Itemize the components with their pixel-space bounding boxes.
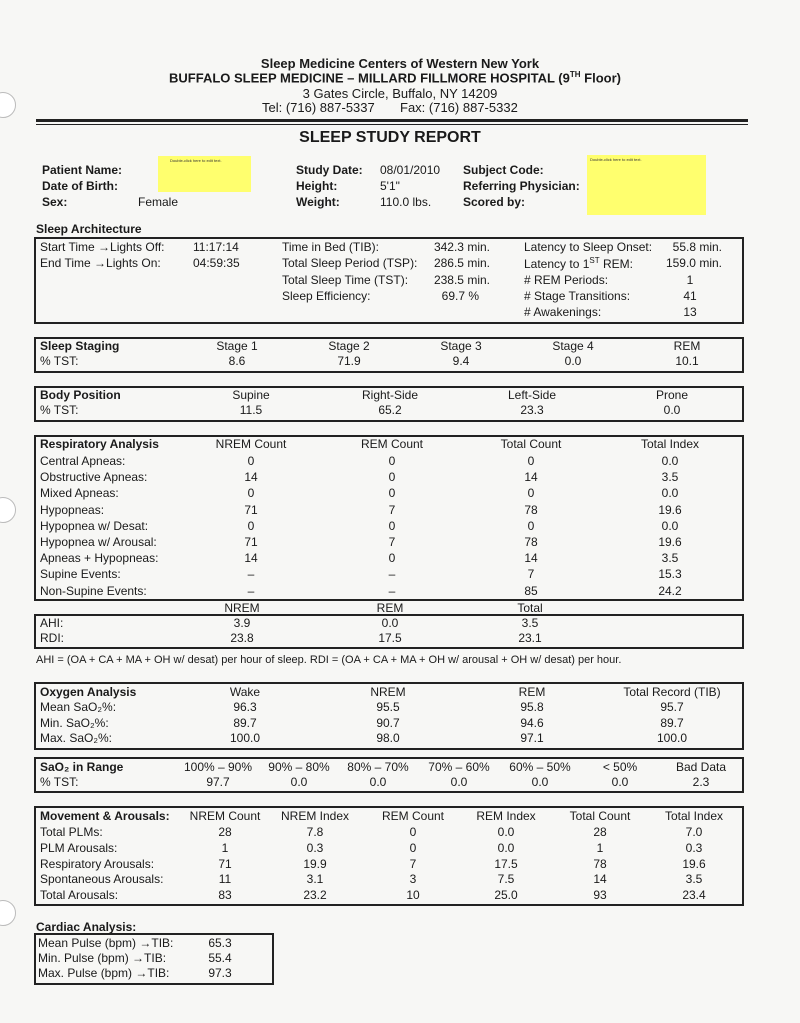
respiratory-cell: 0	[247, 486, 255, 501]
hospital-text: BUFFALO SLEEP MEDICINE – MILLARD FILLMORE HOSPITAL (9	[169, 70, 570, 86]
movement-row-label: PLM Arousals:	[40, 840, 118, 855]
respiratory-cell: 3.5	[661, 551, 679, 566]
punch-hole	[0, 900, 16, 926]
latency-onset-label: Latency to Sleep Onset:	[524, 240, 653, 254]
index-cell: 23.8	[230, 631, 254, 645]
respiratory-row-label: Supine Events:	[40, 567, 121, 582]
oxygen-row-label: Max. SaO₂%:	[40, 731, 113, 745]
scored-by-label: Scored by:	[463, 195, 526, 209]
tsp-value: 286.5 min.	[433, 256, 490, 270]
respiratory-header: Total Index	[640, 437, 700, 451]
respiratory-row-label: Hypopneas:	[40, 502, 105, 517]
weight-value: 110.0 lbs.	[380, 195, 432, 209]
study-date-label: Study Date:	[296, 163, 363, 177]
index-header: NREM	[224, 601, 260, 615]
movement-cell: 0.3	[306, 840, 324, 855]
position-title: Body Position	[40, 388, 121, 402]
respiratory-cell: 0	[247, 454, 255, 468]
sex-value: Female	[138, 195, 179, 209]
position-header: Left-Side	[507, 388, 557, 402]
end-time-label: End Time →Lights On:	[40, 256, 161, 270]
oxygen-cell: 95.8	[520, 700, 544, 714]
oxygen-title: Oxygen Analysis	[40, 685, 137, 699]
movement-cell: 3	[409, 872, 417, 887]
subject-field-hint: Double-click here to edit text.	[590, 157, 642, 162]
movement-cell: 0.3	[685, 840, 703, 855]
patient-name-label: Patient Name:	[42, 163, 123, 177]
efficiency-value: 69.7 %	[441, 289, 479, 303]
index-cell: 23.1	[518, 631, 542, 645]
oxygen-cell: 100.0	[656, 731, 688, 745]
index-cell: 3.9	[233, 616, 251, 630]
respiratory-cell: 14	[244, 470, 258, 485]
staging-value: 9.4	[452, 354, 470, 368]
movement-row-label: Spontaneous Arousals:	[40, 872, 164, 887]
staging-header: Stage 4	[552, 339, 594, 353]
movement-cell: 10	[406, 888, 420, 903]
respiratory-cell: 71	[244, 502, 258, 517]
respiratory-title: Respiratory Analysis	[40, 437, 159, 451]
movement-cell: 11	[218, 872, 232, 887]
movement-cell: 28	[218, 825, 232, 839]
end-time-value: 04:59:35	[193, 256, 240, 270]
respiratory-cell: 0	[247, 518, 255, 533]
oxygen-cell: 94.6	[520, 715, 544, 730]
staging-header: REM	[673, 339, 701, 353]
oxygen-cell: 95.7	[660, 700, 684, 714]
sao2-value: 0.0	[369, 775, 387, 789]
respiratory-cell: 0.0	[661, 486, 679, 501]
sao2-value: 0.0	[611, 775, 629, 789]
respiratory-cell: 0	[388, 518, 396, 533]
respiratory-cell: 14	[524, 551, 538, 566]
respiratory-row-label: Obstructive Apneas:	[40, 470, 148, 485]
respiratory-header: REM Count	[360, 437, 424, 451]
respiratory-cell: 85	[524, 583, 538, 598]
movement-header: Total Index	[664, 809, 724, 823]
architecture-title: Sleep Architecture	[36, 222, 142, 236]
respiratory-cell: 0.0	[661, 454, 679, 468]
tst-value: 238.5 min.	[433, 273, 490, 287]
oxygen-cell: 96.3	[233, 700, 257, 714]
sao2-value: 0.0	[531, 775, 549, 789]
movement-cell: 0	[409, 825, 417, 839]
sao2-value: 0.0	[450, 775, 468, 789]
respiratory-cell: 24.2	[658, 583, 682, 598]
staging-header: Stage 2	[328, 339, 370, 353]
respiratory-cell: 71	[244, 535, 258, 549]
height-label: Height:	[296, 179, 338, 193]
tst-label: Total Sleep Time (TST):	[282, 273, 409, 287]
cardiac-value: 55.4	[208, 951, 232, 965]
header-rule-thin	[36, 124, 748, 125]
respiratory-header: Total Count	[500, 437, 562, 451]
movement-cell: 1	[596, 840, 604, 855]
movement-cell: 83	[218, 888, 232, 903]
position-row-label: % TST:	[40, 403, 79, 417]
tsp-label: Total Sleep Period (TSP):	[282, 256, 418, 270]
header-rule	[36, 119, 748, 122]
awakenings-label: # Awakenings:	[524, 305, 602, 319]
oxygen-header: Wake	[229, 685, 261, 699]
cardiac-row-label: Mean Pulse (bpm) →TIB:	[38, 936, 174, 950]
respiratory-cell: 7	[388, 502, 396, 517]
staging-row-label: % TST:	[40, 354, 79, 368]
respiratory-cell: 0	[527, 518, 535, 533]
transitions-label: # Stage Transitions:	[524, 289, 631, 303]
respiratory-row-label: Central Apneas:	[40, 454, 126, 468]
hospital-sup: TH	[569, 70, 581, 79]
sao2-value: 2.3	[692, 775, 710, 789]
patient-field-hint: Double-click here to edit text.	[170, 158, 222, 163]
start-time-value: 11:17:14	[193, 240, 239, 254]
movement-row-label: Respiratory Arousals:	[40, 856, 155, 871]
movement-cell: 7.5	[497, 872, 515, 887]
movement-header: NREM Index	[280, 809, 350, 823]
staging-value: 10.1	[675, 354, 699, 368]
movement-header: REM Index	[476, 809, 536, 823]
respiratory-row-label: Non-Supine Events:	[40, 583, 147, 598]
respiratory-cell: 0	[527, 454, 535, 468]
respiratory-cell: 0	[388, 454, 396, 468]
respiratory-cell: 14	[524, 470, 538, 485]
cardiac-row-label: Max. Pulse (bpm) →TIB:	[38, 966, 170, 980]
movement-cell: 1	[221, 840, 229, 855]
respiratory-cell: 0.0	[661, 518, 679, 533]
study-date-value: 08/01/2010	[380, 163, 441, 177]
sao2-row-label: % TST:	[40, 775, 79, 789]
dob-label: Date of Birth:	[42, 179, 118, 193]
sao2-header: 70% – 60%	[428, 760, 490, 774]
latency-rem-label	[524, 256, 633, 271]
index-cell: 17.5	[378, 631, 402, 645]
movement-header: Total Count	[569, 809, 631, 823]
sao2-header: 90% – 80%	[268, 760, 330, 774]
sao2-value: 97.7	[206, 775, 230, 789]
sao2-title: SaO₂ in Range	[40, 760, 124, 774]
staging-value: 71.9	[337, 354, 361, 368]
movement-cell: 71	[218, 856, 232, 871]
latency-onset-value: 55.8 min.	[672, 240, 722, 254]
sao2-header: 100% – 90%	[183, 760, 253, 774]
movement-cell: 23.2	[303, 888, 327, 903]
oxygen-cell: 89.7	[660, 715, 684, 730]
movement-title: Movement & Arousals:	[40, 809, 170, 823]
respiratory-row-label: Hypopnea w/ Arousal:	[40, 535, 157, 549]
respiratory-cell: 19.6	[658, 535, 682, 549]
oxygen-cell: 97.1	[520, 731, 544, 745]
cardiac-value: 97.3	[208, 966, 232, 980]
movement-cell: 7.8	[306, 825, 324, 839]
respiratory-cell: 15.3	[658, 567, 682, 582]
oxygen-cell: 89.7	[233, 715, 257, 730]
phone: Tel: (716) 887-5337	[262, 100, 375, 115]
sao2-value: 0.0	[290, 775, 308, 789]
respiratory-cell: 0	[527, 486, 535, 501]
index-header: REM	[376, 601, 404, 615]
respiratory-header: NREM Count	[215, 437, 287, 451]
hospital-name	[0, 70, 790, 85]
respiratory-cell: 7	[527, 567, 535, 582]
center-name: Sleep Medicine Centers of Western New York	[260, 56, 540, 71]
index-row-label: RDI:	[40, 631, 64, 645]
staging-value: 0.0	[564, 354, 582, 368]
respiratory-cell: 0	[388, 551, 396, 566]
efficiency-label: Sleep Efficiency:	[282, 289, 371, 303]
cardiac-row-label: Min. Pulse (bpm) →TIB:	[38, 951, 167, 965]
movement-cell: 7.0	[685, 825, 703, 839]
respiratory-row-label: Apneas + Hypopneas:	[40, 551, 159, 566]
cardiac-title: Cardiac Analysis:	[36, 920, 137, 934]
cardiac-value: 65.3	[208, 936, 232, 950]
oxygen-cell: 95.5	[376, 700, 400, 714]
respiratory-row-label: Hypopnea w/ Desat:	[40, 518, 149, 533]
index-footnote: AHI = (OA + CA + MA + OH w/ desat) per hour of sleep. RDI = (OA + CA + MA + OH w/ arousal + OH w/ desat) per hour.	[36, 654, 622, 666]
sao2-header: < 50%	[602, 760, 638, 774]
respiratory-cell: 7	[388, 535, 396, 549]
respiratory-cell: –	[388, 583, 396, 598]
address: 3 Gates Circle, Buffalo, NY 14209	[302, 86, 498, 101]
punch-hole	[0, 497, 16, 523]
transitions-value: 41	[683, 289, 697, 303]
latency-rem-sup: ST	[589, 256, 600, 265]
index-cell: 0.0	[381, 616, 399, 630]
referring-label: Referring Physician:	[463, 179, 580, 193]
oxygen-header: REM	[518, 685, 546, 699]
movement-cell: 19.9	[303, 856, 327, 871]
respiratory-cell: 0	[388, 470, 396, 485]
respiratory-row-label: Mixed Apneas:	[40, 486, 119, 501]
movement-header: NREM Count	[189, 809, 261, 823]
movement-cell: 3.1	[306, 872, 324, 887]
hospital-end: Floor)	[580, 70, 621, 86]
movement-cell: 25.0	[494, 888, 518, 903]
latency-rem-value: 159.0 min.	[665, 256, 722, 270]
oxygen-header: Total Record (TIB)	[623, 685, 721, 699]
weight-label: Weight:	[296, 195, 340, 209]
sao2-header: Bad Data	[675, 760, 727, 774]
respiratory-cell: –	[247, 583, 255, 598]
movement-cell: 23.4	[682, 888, 706, 903]
position-value: 65.2	[378, 403, 402, 417]
respiratory-cell: 78	[524, 502, 538, 517]
movement-cell: 14	[593, 872, 607, 887]
start-time-label: Start Time →Lights Off:	[40, 240, 165, 254]
index-row-label: AHI:	[40, 616, 64, 630]
movement-cell: 7	[409, 856, 417, 871]
tib-label: Time in Bed (TIB):	[282, 240, 379, 254]
movement-row-label: Total PLMs:	[40, 825, 103, 839]
oxygen-row-label: Mean SaO₂%:	[40, 700, 117, 714]
respiratory-cell: –	[247, 567, 255, 582]
subject-code-label: Subject Code:	[463, 163, 544, 177]
movement-cell: 17.5	[494, 856, 518, 871]
respiratory-cell: 14	[244, 551, 258, 566]
position-header: Right-Side	[361, 388, 419, 402]
subject-code-field[interactable]	[587, 155, 706, 215]
staging-title: Sleep Staging	[40, 339, 120, 353]
respiratory-cell: 0	[388, 486, 396, 501]
fax: Fax: (716) 887-5332	[400, 100, 518, 115]
latency-rem-text: Latency to 1	[524, 257, 590, 271]
oxygen-row-label: Min. SaO₂%:	[40, 715, 109, 730]
movement-cell: 0	[409, 840, 417, 855]
position-value: 23.3	[520, 403, 544, 417]
movement-cell: 28	[593, 825, 607, 839]
height-value: 5'1"	[380, 179, 400, 193]
staging-header: Stage 1	[216, 339, 258, 353]
movement-row-label: Total Arousals:	[40, 888, 119, 903]
sex-label: Sex:	[42, 195, 68, 209]
position-value: 0.0	[663, 403, 681, 417]
movement-cell: 93	[593, 888, 607, 903]
staging-box	[34, 337, 744, 373]
movement-cell: 0.0	[497, 840, 515, 855]
report-title: SLEEP STUDY REPORT	[299, 129, 481, 146]
tib-value: 342.3 min.	[433, 240, 490, 254]
oxygen-cell: 100.0	[229, 731, 261, 745]
rem-periods-value: 1	[686, 273, 694, 287]
position-value: 11.5	[239, 403, 263, 417]
sao2-header: 60% – 50%	[509, 760, 571, 774]
movement-cell: 78	[593, 856, 607, 871]
respiratory-cell: 19.6	[658, 502, 682, 517]
index-header: Total	[517, 601, 543, 615]
oxygen-header: NREM	[370, 685, 406, 699]
staging-header: Stage 3	[440, 339, 482, 353]
movement-cell: 19.6	[682, 856, 706, 871]
respiratory-cell: 78	[524, 535, 538, 549]
oxygen-cell: 98.0	[376, 731, 400, 745]
respiratory-cell: 3.5	[661, 470, 679, 485]
movement-header: REM Count	[381, 809, 445, 823]
index-cell: 3.5	[521, 616, 539, 630]
movement-cell: 3.5	[685, 872, 703, 887]
staging-value: 8.6	[228, 354, 246, 368]
awakenings-value: 13	[683, 305, 697, 319]
respiratory-cell: –	[388, 567, 396, 582]
sao2-header: 80% – 70%	[347, 760, 409, 774]
position-header: Supine	[232, 388, 270, 402]
movement-cell: 0.0	[497, 825, 515, 839]
position-header: Prone	[655, 388, 689, 402]
latency-rem-end: REM:	[599, 257, 633, 271]
rem-periods-label: # REM Periods:	[524, 273, 609, 287]
oxygen-cell: 90.7	[376, 715, 400, 730]
